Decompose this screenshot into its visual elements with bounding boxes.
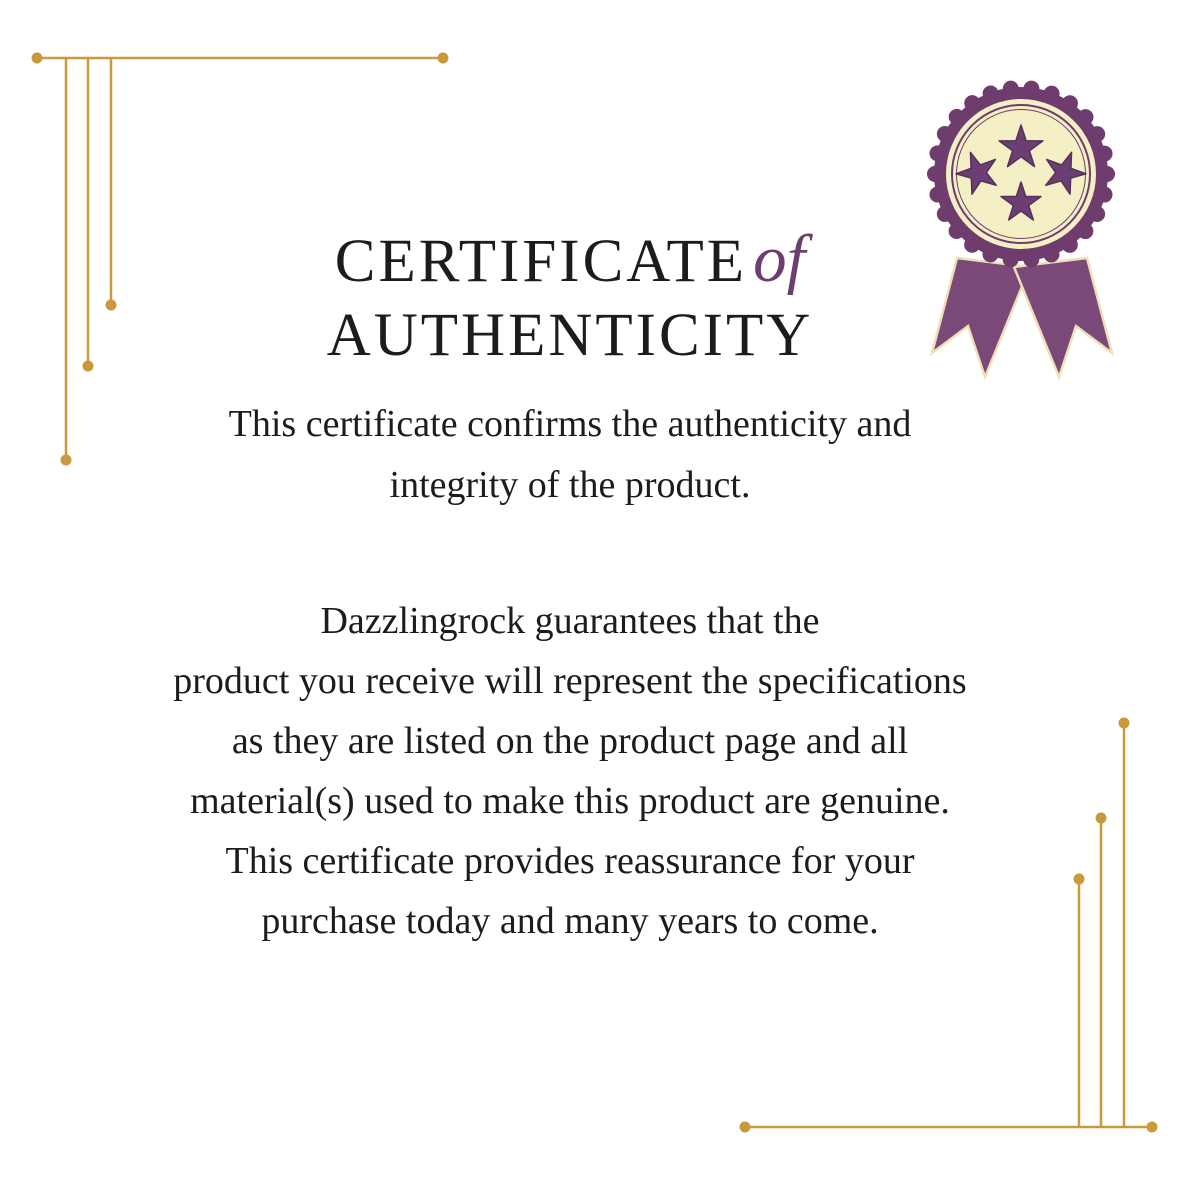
certificate-content bbox=[30, 0, 1110, 1200]
guarantee-line: as they are listed on the product page and all bbox=[231, 720, 909, 762]
title-word-certificate: CERTIFICATE bbox=[334, 228, 748, 295]
title-word-authenticity: AUTHENTICITY bbox=[326, 302, 814, 369]
guarantee-line: material(s) used to make this product are genuine. bbox=[190, 780, 950, 822]
certificate-subtitle bbox=[30, 394, 1110, 516]
subtitle-line: integrity of the product. bbox=[389, 464, 751, 506]
title-word-of: of bbox=[753, 222, 806, 296]
guarantee-text bbox=[30, 591, 1110, 951]
guarantee-line: This certificate provides reassurance for your bbox=[225, 840, 915, 882]
certificate-title bbox=[30, 222, 1110, 373]
subtitle-line: This certificate confirms the authenticity and bbox=[228, 403, 912, 445]
guarantee-line: purchase today and many years to come. bbox=[261, 900, 879, 942]
guarantee-line: product you receive will represent the specifications bbox=[173, 660, 967, 702]
guarantee-line: Dazzlingrock guarantees that the bbox=[320, 600, 820, 642]
